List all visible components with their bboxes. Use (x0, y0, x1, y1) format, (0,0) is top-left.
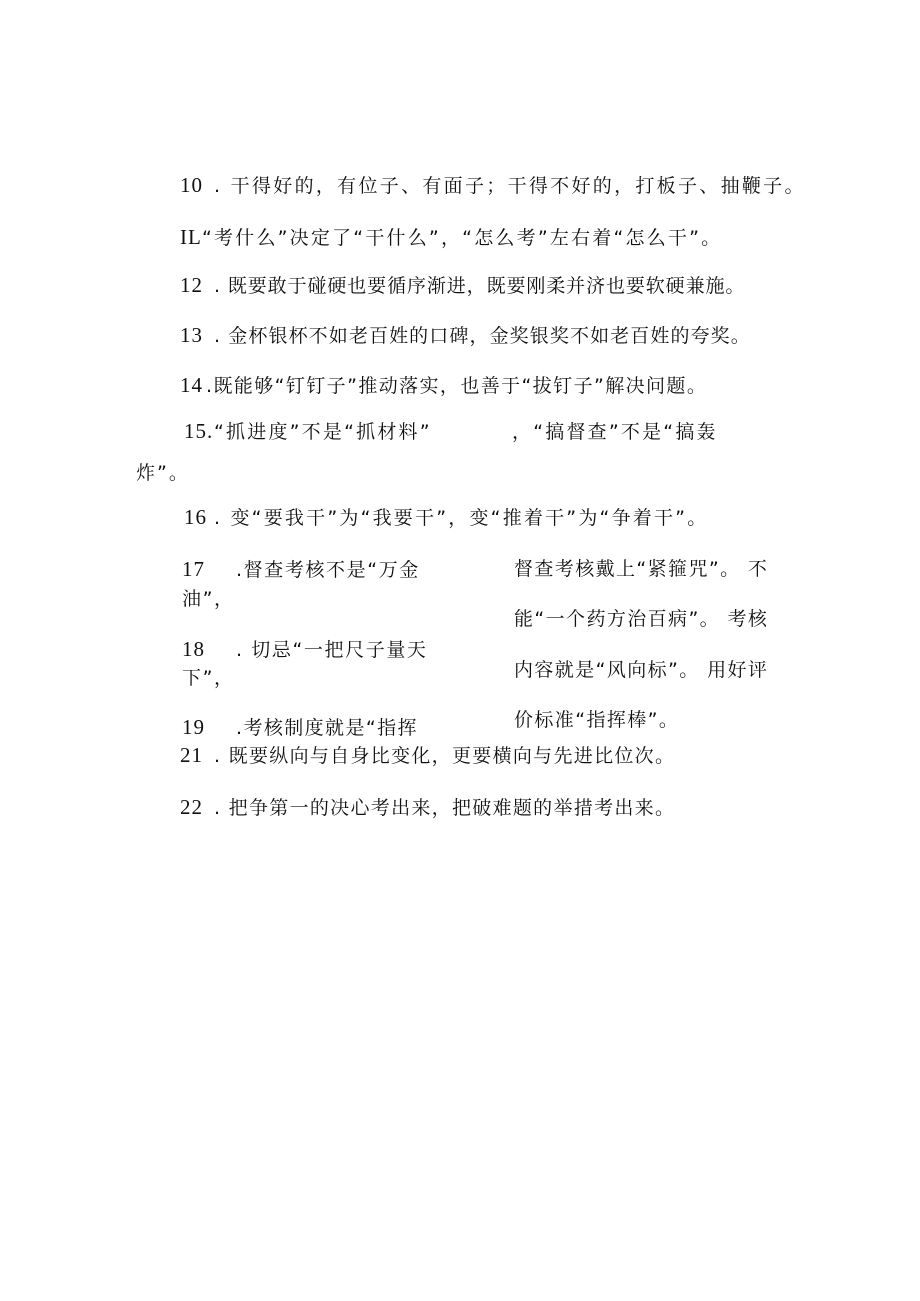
item-14-number: 14 (180, 373, 203, 397)
item-19-text: .考核制度就是“指挥 (236, 717, 418, 739)
item-19-number: 19 (182, 715, 205, 739)
item-14-text: .既能够“钉钉子”推动落实，也善于“拔钉子”解决问题。 (206, 375, 708, 397)
item-10-number: 10 (180, 173, 203, 197)
item-11-number: IL (180, 225, 202, 249)
item-11-text: “考什么”决定了“干什么”，“怎么考”左右着“怎么干”。 (202, 227, 723, 249)
item-12-text: . 既要敢于碰硬也要循序渐进，既要刚柔并济也要软硬兼施。 (214, 275, 746, 297)
right-column-line-3: 内容就是“风向标”。 用好评 (514, 659, 769, 681)
item-18-text-b: 下”， (182, 667, 235, 689)
item-15-text-c: 炸”。 (136, 462, 190, 484)
item-16-number: 16 (184, 505, 207, 529)
item-15-text-a: “抓进度”不是“抓材料” (214, 421, 432, 443)
item-21-text: . 既要纵向与自身比变化，更要横向与先进比位次。 (214, 745, 676, 767)
item-10-text: . 干得好的，有位子、有面子；干得不好的，打板子、抽鞭子。 (214, 175, 806, 197)
right-column-line-2: 能“一个药方治百病”。 考核 (514, 608, 769, 630)
item-12-number: 12 (180, 273, 203, 297)
item-17-text-a: .督查考核不是“万金 (236, 559, 420, 581)
item-15-number: 15. (184, 419, 214, 443)
item-22-number: 22 (180, 795, 203, 819)
right-column-line-1: 督查考核戴上“紧箍咒”。 不 (514, 558, 769, 580)
item-13-number: 13 (180, 323, 203, 347)
item-18-number: 18 (182, 637, 205, 661)
item-13-text: . 金杯银杯不如老百姓的口碑，金奖银奖不如老百姓的夸奖。 (214, 325, 751, 347)
item-17-text-b: 油”， (182, 588, 235, 610)
item-18-text-a: . 切忌“一把尺子量天 (236, 639, 428, 661)
item-16-text: . 变“要我干”为“我要干”，变“推着干”为“争着干”。 (214, 507, 709, 529)
right-column-line-4: 价标准“指挥棒”。 (514, 709, 680, 731)
item-17-number: 17 (182, 557, 205, 581)
item-15-text-b: ，“搞督查”不是“搞轰 (512, 421, 718, 443)
item-21-number: 21 (180, 743, 203, 767)
item-22-text: . 把争第一的决心考出来，把破难题的举措考出来。 (214, 797, 676, 819)
